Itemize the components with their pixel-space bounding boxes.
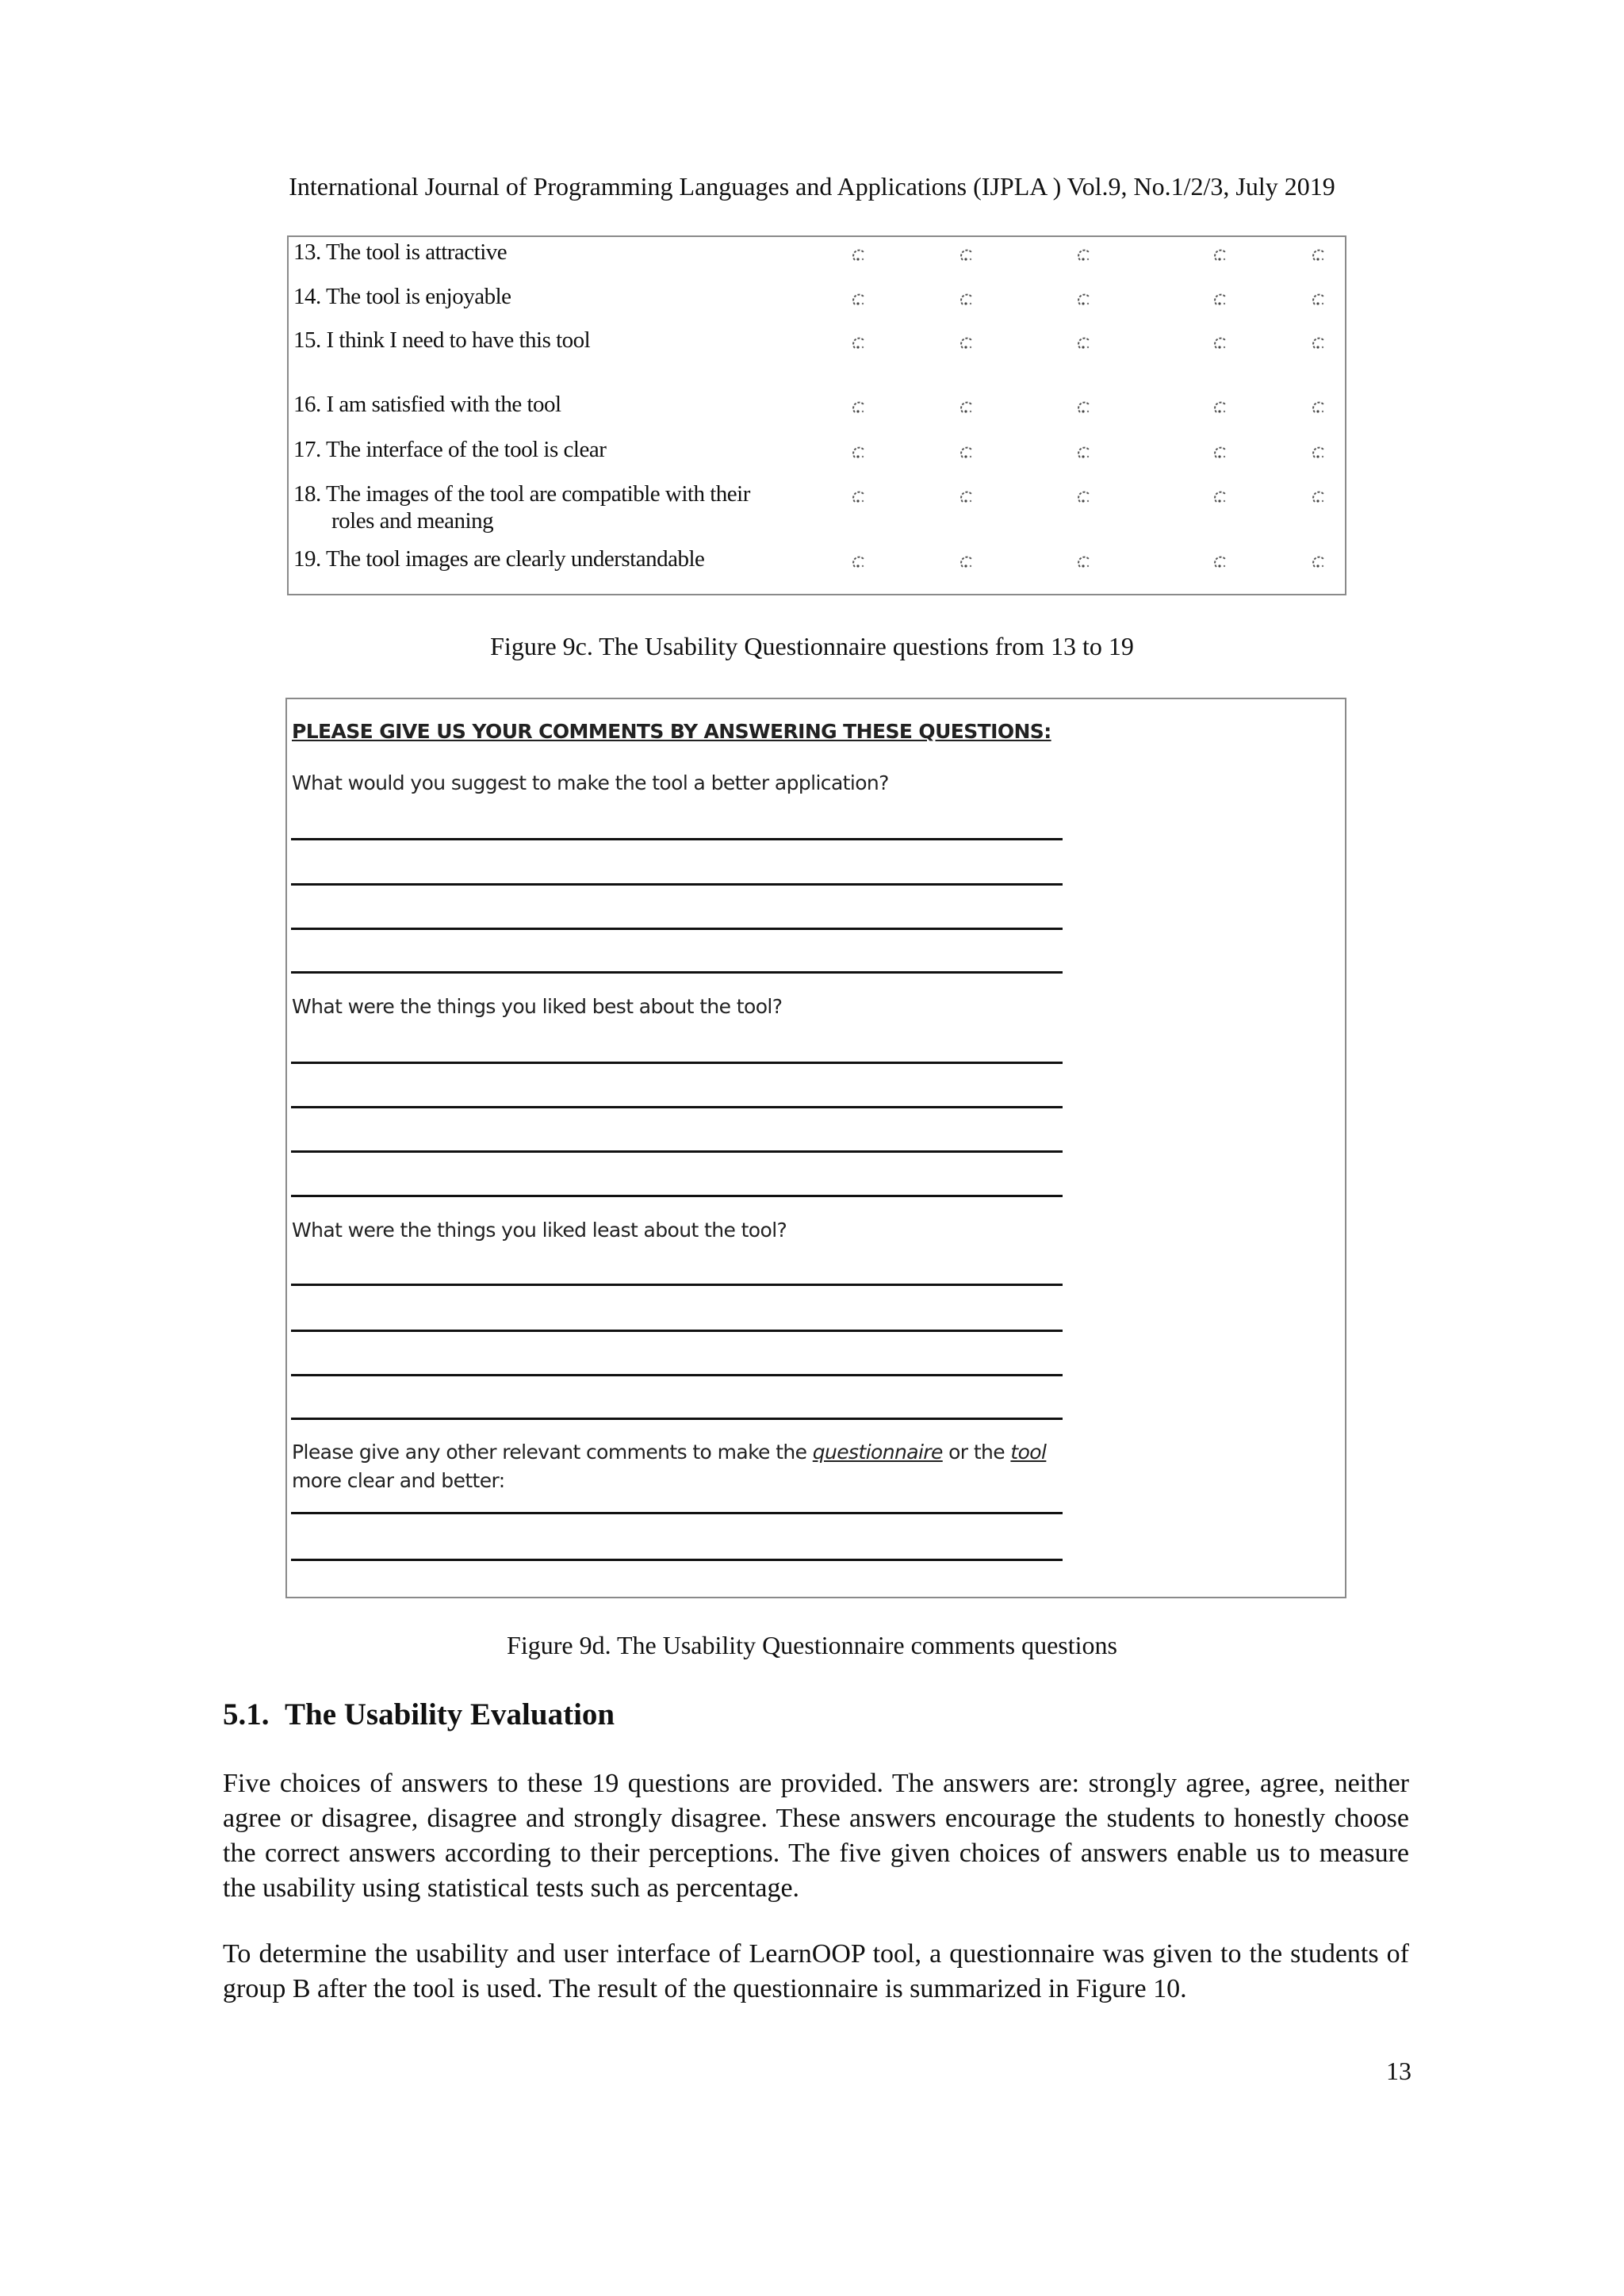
- answer-line[interactable]: [291, 1418, 1063, 1420]
- question-number: 14.: [293, 284, 321, 309]
- question-number: 13.: [293, 239, 321, 265]
- answer-line[interactable]: [291, 1559, 1063, 1561]
- figure-9c-questionnaire: [287, 235, 1346, 595]
- question-text: [293, 327, 817, 354]
- answer-line[interactable]: [291, 1195, 1063, 1197]
- answer-line[interactable]: [291, 1284, 1063, 1286]
- question-number: 19.: [293, 546, 321, 572]
- answer-line[interactable]: [291, 1150, 1063, 1153]
- question-number: 18.: [293, 481, 321, 507]
- paragraph: To determine the usability and user interface of LearnOOP tool, a questionnaire was given to the students of group B after the tool is used. The result of the questionnaire is summarized in Figure 10.: [223, 1939, 1409, 2003]
- radio-button-choice-2[interactable]: [959, 248, 975, 264]
- radio-button-choice-2[interactable]: [959, 293, 975, 308]
- question-number: 16.: [293, 392, 321, 417]
- radio-button-choice-1[interactable]: [852, 400, 868, 416]
- radio-button-choice-5[interactable]: [1312, 400, 1327, 416]
- comment-question-liked-best: What were the things you liked best about the tool?: [292, 995, 783, 1018]
- radio-button-choice-2[interactable]: [959, 400, 975, 416]
- questionnaire-emphasis: questionnaire: [812, 1441, 943, 1464]
- answer-line[interactable]: [291, 1062, 1063, 1064]
- radio-button-choice-2[interactable]: [959, 490, 975, 506]
- comment-question-other-line2: more clear and better:: [292, 1469, 505, 1492]
- radio-button-choice-4[interactable]: [1213, 336, 1229, 352]
- question-text: [293, 545, 817, 572]
- radio-button-choice-5[interactable]: [1312, 490, 1327, 506]
- radio-button-choice-4[interactable]: [1213, 555, 1229, 571]
- section-number: 5.1.: [223, 1697, 270, 1732]
- radio-button-choice-5[interactable]: [1312, 555, 1327, 571]
- radio-button-choice-1[interactable]: [852, 446, 868, 461]
- comment-question-liked-least: What were the things you liked least about the tool?: [292, 1219, 787, 1242]
- radio-button-choice-3[interactable]: [1077, 555, 1093, 571]
- question-text: [293, 283, 817, 310]
- radio-button-choice-4[interactable]: [1213, 490, 1229, 506]
- answer-line[interactable]: [291, 1512, 1063, 1514]
- question-text: [293, 436, 817, 463]
- running-header: International Journal of Programming Languages and Applications (IJPLA ) Vol.9, No.1/2/3, July 2019: [289, 172, 1335, 201]
- radio-button-choice-4[interactable]: [1213, 400, 1229, 416]
- question-label: I am satisfied with the tool: [326, 392, 561, 417]
- question-number: 17.: [293, 437, 321, 462]
- question-label: The interface of the tool is clear: [325, 437, 607, 462]
- radio-button-choice-3[interactable]: [1077, 400, 1093, 416]
- radio-button-choice-1[interactable]: [852, 336, 868, 352]
- question-label-line2: roles and meaning: [331, 508, 494, 534]
- figure-9d-caption: Figure 9d. The Usability Questionnaire comments questions: [507, 1631, 1117, 1659]
- answer-line[interactable]: [291, 1330, 1063, 1332]
- radio-button-choice-2[interactable]: [959, 446, 975, 461]
- radio-button-choice-1[interactable]: [852, 555, 868, 571]
- radio-button-choice-3[interactable]: [1077, 490, 1093, 506]
- page-number: 13: [1386, 2057, 1411, 2085]
- question-label: I think I need to have this tool: [326, 327, 591, 353]
- radio-button-choice-1[interactable]: [852, 490, 868, 506]
- radio-button-choice-3[interactable]: [1077, 293, 1093, 308]
- radio-button-choice-5[interactable]: [1312, 293, 1327, 308]
- section-heading: [223, 1697, 615, 1732]
- question-text: [293, 239, 817, 266]
- figure-9d-comments-form: [285, 698, 1346, 1598]
- radio-button-choice-4[interactable]: [1213, 248, 1229, 264]
- radio-button-choice-1[interactable]: [852, 248, 868, 264]
- figure-9c-caption: Figure 9c. The Usability Questionnaire questions from 13 to 19: [490, 632, 1134, 660]
- comment-question-other: [292, 1438, 1046, 1495]
- answer-line[interactable]: [291, 883, 1063, 886]
- radio-button-choice-3[interactable]: [1077, 336, 1093, 352]
- answer-line[interactable]: [291, 928, 1063, 930]
- answer-line[interactable]: [291, 1374, 1063, 1376]
- question-text: [293, 391, 817, 418]
- question-text: [293, 480, 817, 534]
- radio-button-choice-5[interactable]: [1312, 336, 1327, 352]
- comment-question-other-text-2: or the: [942, 1441, 1011, 1464]
- radio-button-choice-3[interactable]: [1077, 248, 1093, 264]
- answer-line[interactable]: [291, 1106, 1063, 1108]
- question-label: The tool images are clearly understandable: [325, 546, 705, 572]
- section-title: The Usability Evaluation: [285, 1697, 615, 1732]
- answer-line[interactable]: [291, 971, 1063, 974]
- answer-line[interactable]: [291, 838, 1063, 840]
- paragraph: Five choices of answers to these 19 questions are provided. The answers are: strongly agree, agree, neither agree or disagree, disagree and strongly disagree. These answers encourage the students to honestly choose the correct answers according to their perceptions. The five given choices of answers enable us to measure the usability using statistical tests such as percentage.: [223, 1769, 1409, 1903]
- comments-form-title: PLEASE GIVE US YOUR COMMENTS BY ANSWERING THESE QUESTIONS:: [292, 720, 1051, 743]
- question-label: The tool is enjoyable: [325, 284, 511, 309]
- radio-button-choice-4[interactable]: [1213, 293, 1229, 308]
- radio-button-choice-5[interactable]: [1312, 446, 1327, 461]
- radio-button-choice-3[interactable]: [1077, 446, 1093, 461]
- tool-emphasis: tool: [1010, 1441, 1047, 1464]
- radio-button-choice-5[interactable]: [1312, 248, 1327, 264]
- radio-button-choice-1[interactable]: [852, 293, 868, 308]
- radio-button-choice-2[interactable]: [959, 336, 975, 352]
- question-number: 15.: [293, 327, 321, 353]
- question-label: The images of the tool are compatible with their: [325, 481, 750, 507]
- comment-question-other-text: Please give any other relevant comments to make the: [292, 1441, 813, 1464]
- radio-button-choice-4[interactable]: [1213, 446, 1229, 461]
- radio-button-choice-2[interactable]: [959, 555, 975, 571]
- question-label: The tool is attractive: [325, 239, 508, 265]
- comment-question-suggest: What would you suggest to make the tool a better application?: [292, 771, 889, 794]
